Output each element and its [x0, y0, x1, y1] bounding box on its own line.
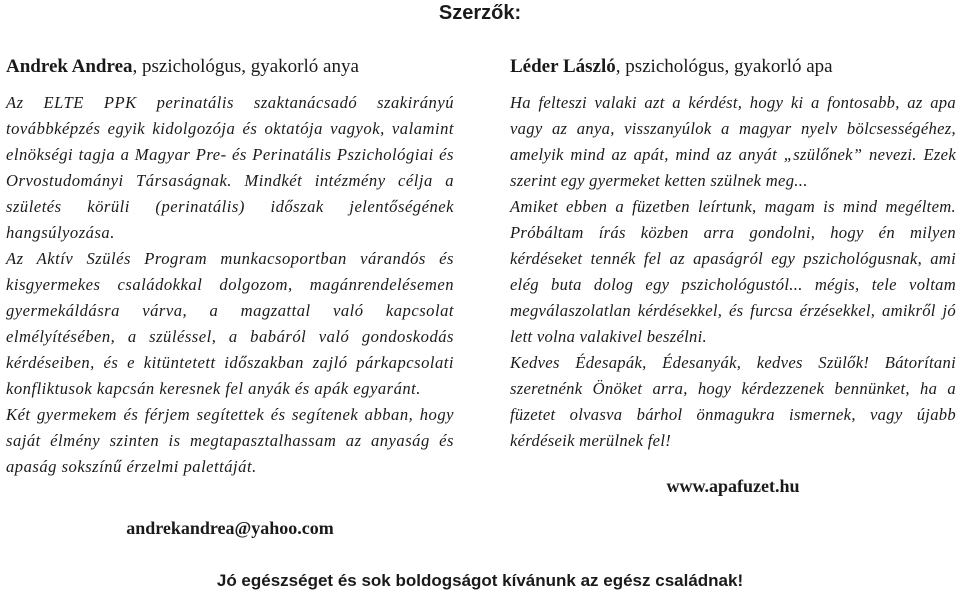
bio-paragraph: Az ELTE PPK perinatális szaktanácsadó szakirányú továbbképzés egyik kidolgozója és oktatója vagyok, valamint elnökségi tagja a Magyar Pre- és Perinatális Pszichológiai és Orvostudományi Társaságnak. Mindkét intézmény célja a születés körüli (perinatális) időszak jelentőségének hangsúlyozása.	[6, 93, 454, 242]
author-column-leder	[510, 56, 956, 497]
website-link[interactable]: www.apafuzet.hu	[666, 476, 800, 496]
page-heading: Szerzők:	[438, 2, 522, 24]
bio-paragraph: Amiket ebben a füzetben leírtunk, magam is mind megéltem. Próbáltam írás közben arra gondolni, hogy én milyen kérdéseket tennék fel az apaságról egy pszichológusnak, ami elég buta dolog egy pszichológustól... mégis, tele voltam megválaszolatlan kérdésekkel, és furcsa érzésekkel, amikről jó lett volna valakivel beszélni.	[510, 197, 956, 346]
author-role: , pszichológus, gyakorló apa	[615, 56, 833, 77]
bio-paragraph: Az Aktív Szülés Program munkacsoportban várandós és kisgyermekes családokkal dolgozom, magánrendelésemen gyermekáldásra várva, a magzattal való kapcsolat elmélyítésében, a szüléssel, a babáról való gondoskodás kérdéseiben, és e kitüntetett időszakban zajló párkapcsolati konfliktusok kapcsán keresnek fel anyák és apák egyaránt.	[6, 249, 454, 398]
author-name-line	[6, 56, 454, 78]
bio-paragraph: Két gyermekem és férjem segítettek és segítenek abban, hogy saját élmény szinten is megtapasztalhassam az anyaság és apaság sokszínű érzelmi palettáját.	[6, 405, 454, 476]
author-column-andrek	[6, 56, 454, 539]
author-name: Léder László	[510, 56, 616, 77]
bio-paragraph: Ha felteszi valaki azt a kérdést, hogy ki a fontosabb, az apa vagy az anya, visszanyúlok a magyar nyelv bölcsességéhez, amelyik mind az apát, mind az anyát „szülőnek” nevezi. Ezek szerint egy gyermeket ketten szülnek meg...	[510, 93, 956, 190]
bio-paragraph: Kedves Édesapák, Édesanyák, kedves Szülők! Bátorítani szeretnénk Önöket arra, hogy kérdezzenek bennünket, ha a füzetet olvasva bárhol önmagukra ismernek, vagy újabb kérdéseik merülnek fel!	[510, 353, 956, 450]
author-name: Andrek Andrea	[6, 56, 133, 77]
footer-message: Jó egészséget és sok boldogságot kívánunk az egész családnak!	[216, 571, 744, 590]
author-bio	[6, 90, 454, 480]
email-contact: andrekandrea@yahoo.com	[126, 518, 334, 538]
author-bio	[510, 90, 956, 454]
author-role: , pszichológus, gyakorló anya	[132, 56, 359, 77]
author-name-line	[510, 56, 956, 78]
